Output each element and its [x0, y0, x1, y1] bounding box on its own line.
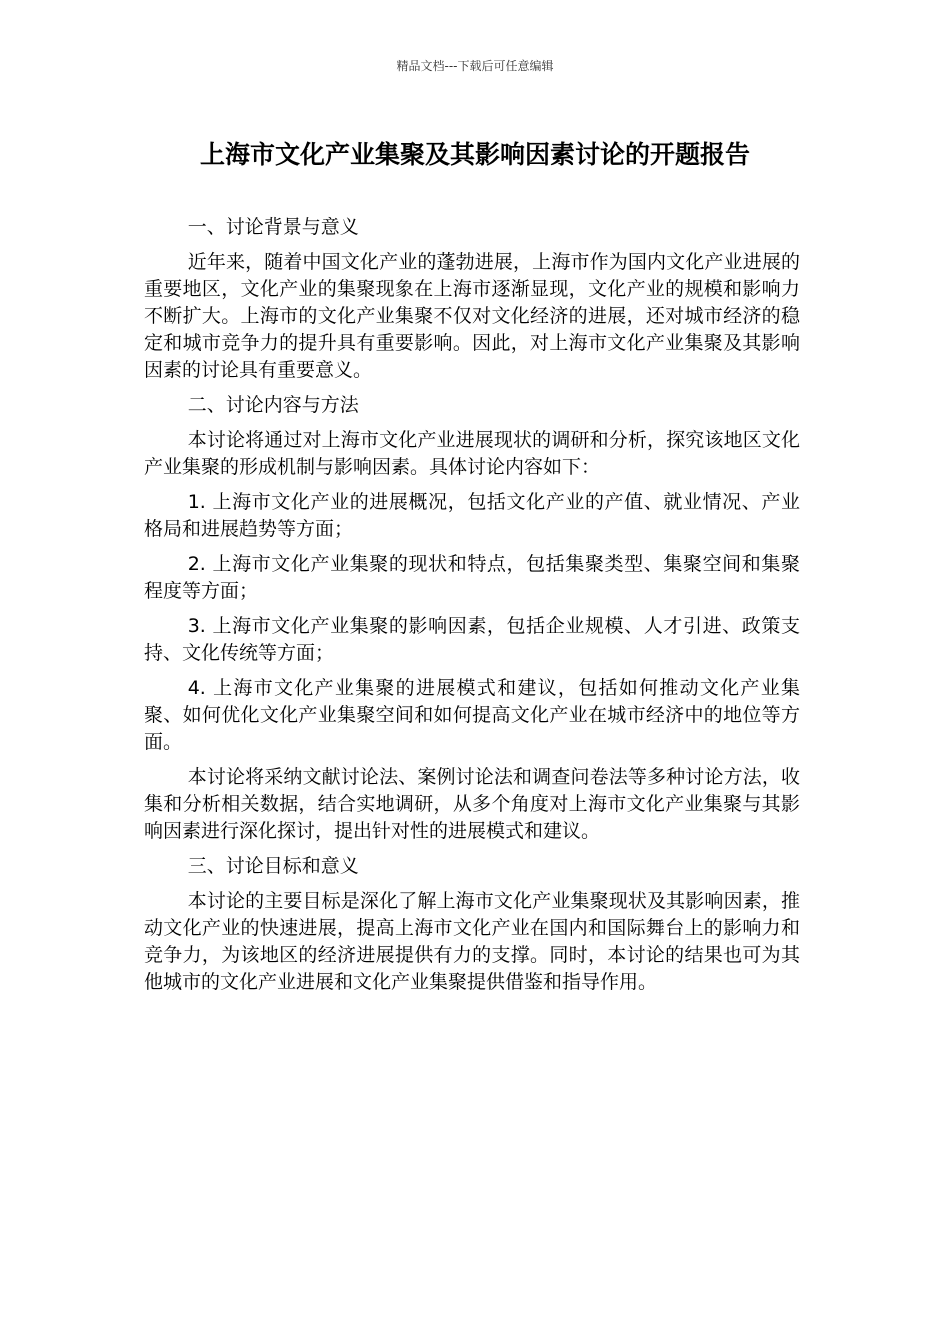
list-item-2: 2. 上海市文化产业集聚的现状和特点，包括集聚类型、集聚空间和集聚程度等方面；: [144, 553, 800, 602]
paragraph-background: 近年来，随着中国文化产业的蓬勃进展，上海市作为国内文化产业进展的重要地区，文化产业的集聚现象在上海市逐渐显现，文化产业的规模和影响力不断扩大。上海市的文化产业集聚不仅对文化经济的进展，还对城市经济的稳定和城市竞争力的提升具有重要影响。因此，对上海市文化产业集聚及其影响因素的讨论具有重要意义。: [144, 251, 800, 381]
paragraph-goals: 本讨论的主要目标是深化了解上海市文化产业集聚现状及其影响因素，推动文化产业的快速进展，提高上海市文化产业在国内和国际舞台上的影响力和竞争力，为该地区的经济进展提供有力的支撑。同时，本讨论的结果也可为其他城市的文化产业进展和文化产业集聚提供借鉴和指导作用。: [144, 890, 800, 993]
paragraph-content-intro: 本讨论将通过对上海市文化产业进展现状的调研和分析，探究该地区文化产业集聚的形成机制与影响因素。具体讨论内容如下：: [144, 429, 800, 478]
section-heading-goals: 三、讨论目标和意义: [187, 855, 359, 877]
section-heading-content-method: 二、讨论内容与方法: [187, 394, 359, 416]
list-item-1: 1. 上海市文化产业的进展概况，包括文化产业的产值、就业情况、产业格局和进展趋势等方面；: [144, 491, 800, 540]
section-heading-background: 一、讨论背景与意义: [187, 216, 359, 238]
document-body: [144, 214, 800, 1004]
paragraph-method: 本讨论将采纳文献讨论法、案例讨论法和调查问卷法等多种讨论方法，收集和分析相关数据，结合实地调研，从多个角度对上海市文化产业集聚与其影响因素进行深化探讨，提出针对性的进展模式和建议。: [144, 766, 800, 842]
list-item-3: 3. 上海市文化产业集聚的影响因素，包括企业规模、人才引进、政策支持、文化传统等方面；: [144, 615, 800, 664]
header-note: 精品文档---下载后可任意编辑: [396, 59, 554, 73]
list-item-4: 4. 上海市文化产业集聚的进展模式和建议，包括如何推动文化产业集聚、如何优化文化产业集聚空间和如何提高文化产业在城市经济中的地位等方面。: [144, 677, 800, 753]
document-title: 上海市文化产业集聚及其影响因素讨论的开题报告: [199, 140, 750, 169]
